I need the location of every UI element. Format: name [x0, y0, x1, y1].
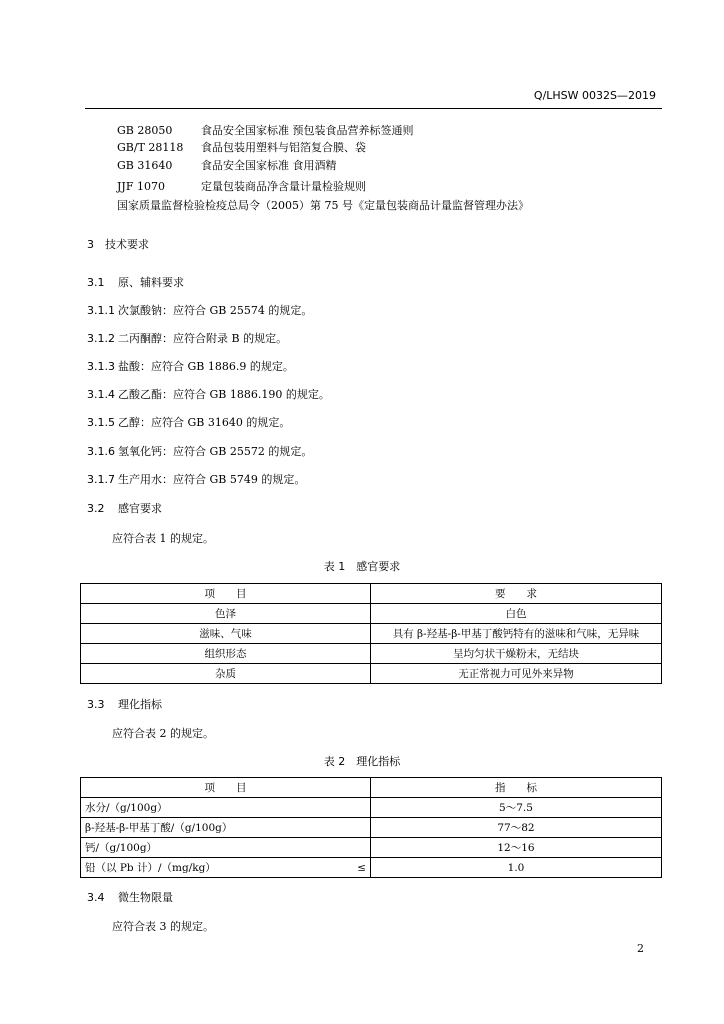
table-cell: 具有 β-羟基-β-甲基丁酸钙特有的滋味和气味，无异味 [371, 624, 662, 644]
reference-row [117, 139, 366, 155]
table-row [81, 858, 662, 878]
table-row [81, 624, 662, 644]
table-header-cell: 要 求 [371, 584, 662, 604]
requirement-item [87, 358, 294, 374]
item-number: 3.1.5 [87, 416, 115, 429]
reference-note: 国家质量监督检验检疫总局令（2005）第 75 号《定量包装商品计量监督管理办法》 [117, 199, 529, 212]
requirement-item [87, 330, 287, 346]
paragraph: 应符合表 3 的规定。 [112, 920, 214, 933]
item-text: 乙酸乙酯：应符合 GB 1886.190 的规定。 [118, 388, 330, 401]
reference-name: 食品包装用塑料与铝箔复合膜、袋 [201, 141, 366, 154]
item-number: 3.1.1 [87, 304, 115, 317]
table-row [81, 818, 662, 838]
table-header-cell: 指 标 [371, 778, 662, 798]
item-label: 水分/（g/100g） [85, 802, 168, 814]
item-text: 乙醇：应符合 GB 31640 的规定。 [118, 416, 291, 429]
section-title: 感官要求 [118, 502, 162, 515]
table-cell [81, 838, 371, 858]
table-cell: 组织形态 [81, 644, 371, 664]
requirement-item [87, 386, 330, 402]
section-heading [87, 696, 162, 712]
section-number: 3.3 [87, 698, 105, 711]
table-cell [81, 818, 371, 838]
table-cell: 白色 [371, 604, 662, 624]
section-number: 3.2 [87, 502, 105, 515]
requirement-item [87, 414, 290, 430]
sensory-table [80, 583, 662, 684]
section-title: 微生物限量 [118, 891, 173, 904]
reference-code: GB/T 28118 [117, 141, 184, 154]
requirement-item [87, 471, 305, 487]
table-header-row [81, 778, 662, 798]
table-row [81, 644, 662, 664]
header-rule [85, 108, 662, 109]
requirement-item [87, 443, 312, 459]
section-number: 3 [87, 238, 94, 251]
requirement-item [87, 302, 312, 318]
page-number: 2 [637, 942, 644, 955]
table-title: 表 1 感官要求 [323, 560, 401, 573]
item-number: 3.1.7 [87, 473, 115, 486]
table-row [81, 798, 662, 818]
item-number: 3.1.3 [87, 360, 115, 373]
item-text: 二丙酮醇：应符合附录 B 的规定。 [118, 332, 288, 345]
table-cell: 色泽 [81, 604, 371, 624]
table-title: 表 2 理化指标 [323, 755, 401, 768]
reference-row [117, 178, 366, 194]
section-number: 3.4 [87, 891, 105, 904]
item-text: 盐酸：应符合 GB 1886.9 的规定。 [118, 360, 294, 373]
table-header-cell: 项 目 [81, 778, 371, 798]
document-id: Q/LHSW 0032S—2019 [533, 89, 656, 102]
section-title: 理化指标 [118, 698, 162, 711]
table-header-row [81, 584, 662, 604]
item-text: 氢氧化钙：应符合 GB 25572 的规定。 [118, 445, 313, 458]
item-number: 3.1.4 [87, 388, 115, 401]
physicochemical-table [80, 777, 662, 878]
item-text: 次氯酸钠：应符合 GB 25574 的规定。 [118, 304, 313, 317]
section-heading [87, 274, 184, 290]
item-number: 3.1.2 [87, 332, 115, 345]
section-title: 技术要求 [105, 238, 149, 251]
table-cell: 5～7.5 [371, 798, 662, 818]
reference-code: GB 28050 [117, 124, 173, 137]
table-row [81, 838, 662, 858]
table-cell: 12～16 [371, 838, 662, 858]
table-header-cell: 项 目 [81, 584, 371, 604]
item-label: β-羟基-β-甲基丁酸/（g/100g） [85, 822, 233, 834]
paragraph: 应符合表 1 的规定。 [112, 532, 214, 545]
table-cell [81, 858, 371, 878]
section-number: 3.1 [87, 276, 105, 289]
table-cell [81, 798, 371, 818]
table-cell: 滋味、气味 [81, 624, 371, 644]
item-text: 生产用水：应符合 GB 5749 的规定。 [118, 473, 306, 486]
section-heading [87, 500, 162, 516]
section-title: 原、辅料要求 [118, 276, 184, 289]
reference-row [117, 122, 414, 138]
table-row [81, 604, 662, 624]
table-cell: 呈均匀状干燥粉末，无结块 [371, 644, 662, 664]
table-cell: 无正常视力可见外来异物 [371, 664, 662, 684]
reference-name: 食品安全国家标准 预包装食品营养标签通则 [201, 124, 414, 137]
item-number: 3.1.6 [87, 445, 115, 458]
table-cell: 77～82 [371, 818, 662, 838]
section-heading [87, 236, 149, 252]
item-label: 铅（以 Pb 计）/（mg/kg） [85, 862, 216, 874]
section-heading [87, 889, 173, 905]
reference-name: 定量包装商品净含量计量检验规则 [201, 180, 366, 193]
reference-row [117, 157, 337, 173]
reference-name: 食品安全国家标准 食用酒精 [201, 159, 337, 172]
table-cell: 杂质 [81, 664, 371, 684]
reference-code: GB 31640 [117, 159, 173, 172]
table-row [81, 664, 662, 684]
reference-code: JJF 1070 [117, 180, 165, 193]
item-label: 钙/（g/100g） [85, 842, 158, 854]
table-cell: 1.0 [371, 858, 662, 878]
comparison-symbol: ≤ [357, 861, 366, 874]
paragraph: 应符合表 2 的规定。 [112, 727, 214, 740]
